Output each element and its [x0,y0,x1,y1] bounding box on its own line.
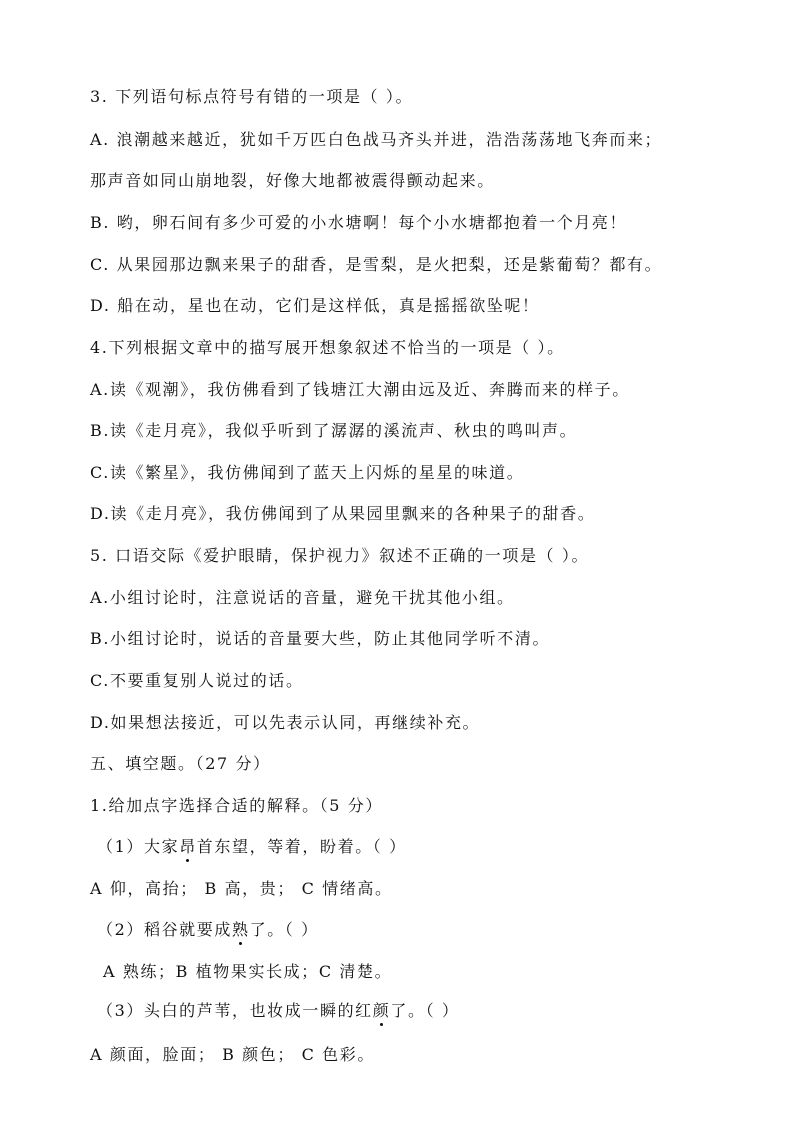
q3-option-d: D. 船在动，星也在动，它们是这样低，真是摇摇欲坠呢！ [90,296,540,315]
fill-q1-sub3 [97,1000,459,1022]
q3-option-b: B. 哟，卵石间有多少可爱的小水塘啊！每个小水塘都抱着一个月亮！ [90,213,628,232]
q4-option-a: A.读《观潮》，我仿佛看到了钱塘江大潮由远及近、奔腾而来的样子。 [90,380,630,399]
fill-q1-sub2-options: A 熟练；B 植物果实长成；C 清楚。 [103,962,393,981]
fill-q1-sub1-options: A 仰，高抬； B 高，贵； C 情绪高。 [90,879,393,898]
q3-option-a-line2: 那声音如同山崩地裂，好像大地都被震得颤动起来。 [90,171,495,190]
q5-option-b: B.小组讨论时，说话的音量要大些，防止其他同学听不清。 [90,629,551,648]
q5-option-a: A.小组讨论时，注意说话的音量，避免干扰其他小组。 [90,588,515,607]
q3-stem: 3. 下列语句标点符号有错的一项是（ ）。 [90,87,414,106]
sub3-text-before: （3）头白的芦苇，也妆成一瞬的红 [97,1001,373,1020]
q5-option-c: C.不要重复别人说过的话。 [90,671,304,690]
fill-q1-stem: 1.给加点字选择合适的解释。（5 分） [90,796,383,815]
q4-option-c: C.读《繁星》，我仿佛闻到了蓝天上闪烁的星星的味道。 [90,463,525,482]
sub2-text-before: （2）稻谷就要成 [97,920,232,939]
q5-stem: 5. 口语交际《爱护眼睛，保护视力》叙述不正确的一项是（ ）。 [90,546,590,565]
fill-q1-sub3-options: A 颜面，脸面； B 颜色； C 色彩。 [90,1045,375,1064]
sub1-dotted-char: 昂 [179,837,197,856]
sub1-text-after: 首东望，等着，盼着。（ ） [196,837,407,856]
sub3-dotted-char: 颜 [372,1001,391,1020]
sub3-text-after: 了。（ ） [390,1001,460,1020]
fill-q1-sub1 [97,836,407,858]
fill-q1-sub2 [97,919,319,941]
q4-option-d: D.读《走月亮》，我仿佛闻到了从果园里飘来的各种果子的甜香。 [90,504,596,523]
sub2-dotted-char: 熟 [231,920,250,939]
sub2-text-after: 了。（ ） [249,920,319,939]
sub1-text-before: （1）大家 [97,837,180,856]
q4-option-b: B.读《走月亮》，我似乎听到了潺潺的溪流声、秋虫的鸣叫声。 [90,421,578,440]
q5-option-d: D.如果想法接近，可以先表示认同，再继续补充。 [90,713,481,732]
q3-option-a-line1: A. 浪潮越来越近，犹如千万匹白色战马齐头并进，浩浩荡荡地飞奔而来； [90,130,663,149]
q4-stem: 4.下列根据文章中的描写展开想象叙述不恰当的一项是（ ）。 [90,338,565,357]
section-five-title: 五、填空题。（27 分） [90,754,271,773]
q3-option-c: C. 从果园那边飘来果子的甜香，是雪梨，是火把梨，还是紫葡萄？都有。 [90,255,663,274]
